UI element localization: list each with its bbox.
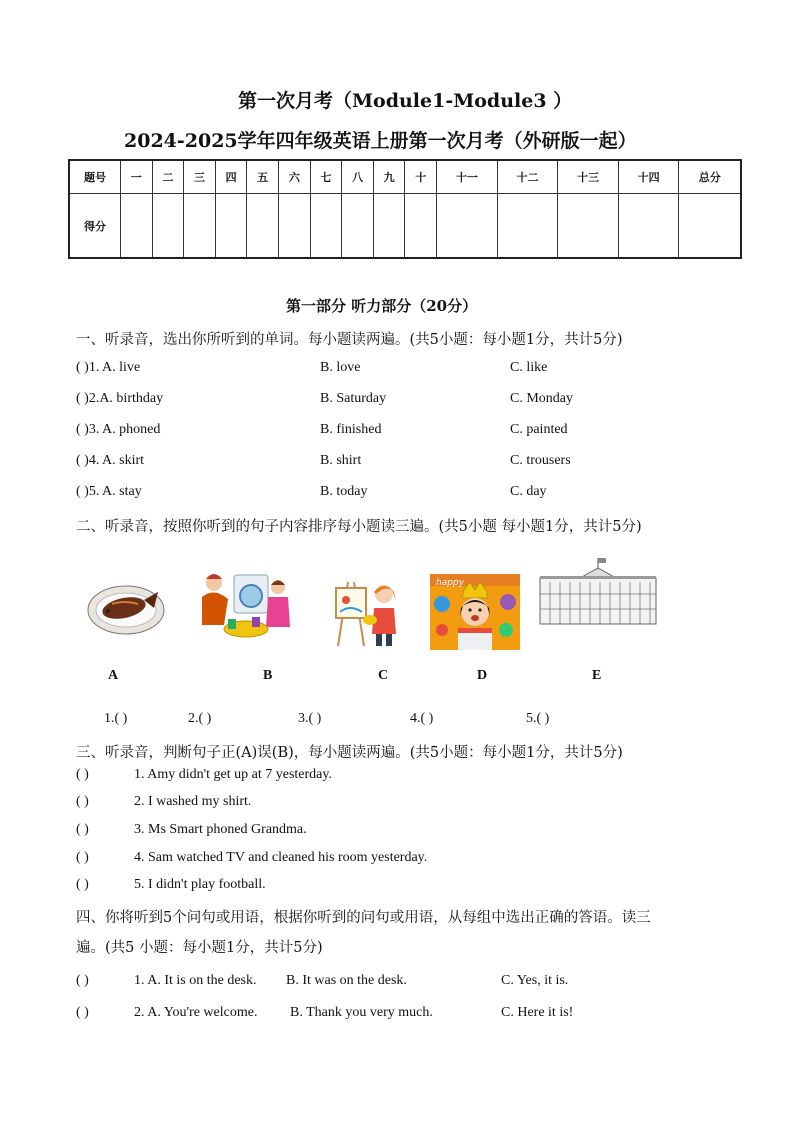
section3-item-text: 4. Sam watched TV and cleaned his room yesterday. bbox=[134, 850, 428, 865]
section3-item-2 bbox=[76, 794, 251, 810]
score-col: 二 bbox=[152, 160, 184, 194]
section1-item-1-c: C. like bbox=[510, 360, 548, 375]
section2-instruction: 二、听录音，按照你听到的句子内容排序每小题读三遍。(共5小题 每小题1分，共计5分) bbox=[76, 519, 642, 535]
answer-paren[interactable]: ( ) bbox=[76, 1005, 89, 1020]
score-cell[interactable] bbox=[373, 194, 405, 259]
score-col: 七 bbox=[310, 160, 342, 194]
section4-item-1-a: 1. A. It is on the desk. bbox=[134, 973, 257, 988]
section3-item-1 bbox=[76, 767, 332, 783]
picture-label-d: D bbox=[477, 668, 488, 683]
picture-label-c: C bbox=[378, 668, 389, 683]
score-cell[interactable] bbox=[437, 194, 498, 259]
picture-c-girl-painting bbox=[330, 578, 406, 648]
score-col: 九 bbox=[373, 160, 405, 194]
answer-paren[interactable]: ( ) bbox=[76, 850, 89, 865]
section3-item-text: 2. I washed my shirt. bbox=[134, 794, 252, 809]
answer-paren[interactable]: ( ) bbox=[76, 767, 89, 782]
section4-item-2-c: C. Here it is! bbox=[501, 1005, 574, 1020]
score-col: 八 bbox=[342, 160, 374, 194]
score-col: 十一 bbox=[437, 160, 498, 194]
picture-e-palace bbox=[536, 554, 660, 628]
section1-item-5-b: B. today bbox=[320, 484, 368, 499]
score-cell[interactable] bbox=[121, 194, 153, 259]
answer-paren[interactable]: ( ) bbox=[76, 822, 89, 837]
section3-item-4 bbox=[76, 850, 427, 866]
picture-a-fish-dish bbox=[86, 578, 166, 638]
exam-subtitle: 2024-2025学年四年级英语上册第一次月考（外研版一起） bbox=[124, 130, 637, 152]
score-cell[interactable] bbox=[342, 194, 374, 259]
order-blank-2[interactable]: 2.( ) bbox=[188, 711, 212, 726]
score-col: 六 bbox=[279, 160, 311, 194]
picture-label-b: B bbox=[263, 668, 273, 683]
section1-item-5-c: C. day bbox=[510, 484, 547, 499]
score-cell[interactable] bbox=[152, 194, 184, 259]
section1-item-1-b: B. love bbox=[320, 360, 361, 375]
score-cell[interactable] bbox=[679, 194, 741, 259]
section4-item-2 bbox=[76, 1005, 257, 1021]
section1-item-3-a: ( )3. A. phoned bbox=[76, 422, 161, 437]
answer-paren[interactable]: ( ) bbox=[76, 877, 89, 892]
order-blank-1[interactable]: 1.( ) bbox=[104, 711, 128, 726]
order-blank-5[interactable]: 5.( ) bbox=[526, 711, 550, 726]
order-blank-3[interactable]: 3.( ) bbox=[298, 711, 322, 726]
section1-item-4-c: C. trousers bbox=[510, 453, 571, 468]
score-cell[interactable] bbox=[618, 194, 679, 259]
score-cell[interactable] bbox=[497, 194, 558, 259]
score-cell[interactable] bbox=[558, 194, 619, 259]
score-table-header-row bbox=[69, 160, 741, 194]
section1-item-4-a: ( )4. A. skirt bbox=[76, 453, 145, 468]
score-col: 十二 bbox=[497, 160, 558, 194]
score-col: 四 bbox=[215, 160, 247, 194]
score-col: 一 bbox=[121, 160, 153, 194]
score-cell[interactable] bbox=[405, 194, 437, 259]
section1-item-2-c: C. Monday bbox=[510, 391, 573, 406]
answer-paren[interactable]: ( ) bbox=[76, 973, 89, 988]
answer-paren[interactable]: ( ) bbox=[76, 794, 89, 809]
section1-item-5-a: ( )5. A. stay bbox=[76, 484, 142, 499]
score-table-row2-label: 得分 bbox=[69, 194, 121, 259]
section4-item-2-b: B. Thank you very much. bbox=[290, 1005, 433, 1020]
section3-item-text: 5. I didn't play football. bbox=[134, 877, 266, 892]
score-table bbox=[68, 159, 742, 259]
section1-item-4-b: B. shirt bbox=[320, 453, 362, 468]
score-col: 总分 bbox=[679, 160, 741, 194]
score-table-score-row bbox=[69, 194, 741, 259]
section4-item-2-a: 2. A. You're welcome. bbox=[134, 1005, 258, 1020]
order-blank-4[interactable]: 4.( ) bbox=[410, 711, 434, 726]
section1-item-3-c: C. painted bbox=[510, 422, 568, 437]
score-col: 三 bbox=[184, 160, 216, 194]
section1-item-1-a: ( )1. A. live bbox=[76, 360, 141, 375]
section4-instruction-line1: 四、你将听到5个问句或用语，根据你听到的问句或用语，从每组中选出正确的答语。读三 bbox=[76, 910, 651, 926]
picture-label-e: E bbox=[592, 668, 602, 683]
section4-item-1-b: B. It was on the desk. bbox=[286, 973, 407, 988]
picture-b-washing-clothes bbox=[190, 567, 294, 641]
picture-label-a: A bbox=[108, 668, 119, 683]
score-cell[interactable] bbox=[215, 194, 247, 259]
section1-item-2-a: ( )2.A. birthday bbox=[76, 391, 164, 406]
section3-item-3 bbox=[76, 822, 307, 838]
section1-item-2-b: B. Saturday bbox=[320, 391, 387, 406]
section4-item-1-c: C. Yes, it is. bbox=[501, 973, 569, 988]
section4-item-1 bbox=[76, 973, 257, 989]
score-table-row1-label: 题号 bbox=[69, 160, 121, 194]
section3-item-text: 1. Amy didn't get up at 7 yesterday. bbox=[134, 767, 332, 782]
score-col: 十三 bbox=[558, 160, 619, 194]
section1-instruction: 一、听录音，选出你所听到的单词。每小题读两遍。(共5小题：每小题1分，共计5分) bbox=[76, 332, 623, 348]
score-cell[interactable] bbox=[247, 194, 279, 259]
section3-item-text: 3. Ms Smart phoned Grandma. bbox=[134, 822, 307, 837]
part1-heading: 第一部分 听力部分（20分） bbox=[286, 297, 478, 315]
exam-title: 第一次月考（Module1-Module3 ） bbox=[238, 90, 573, 112]
section1-item-3-b: B. finished bbox=[320, 422, 382, 437]
section4-instruction-line2: 遍。(共5 小题：每小题1分，共计5分) bbox=[76, 940, 323, 956]
picture-d-birthday-party bbox=[430, 574, 520, 650]
score-cell[interactable] bbox=[279, 194, 311, 259]
score-col: 十 bbox=[405, 160, 437, 194]
score-cell[interactable] bbox=[310, 194, 342, 259]
score-col: 五 bbox=[247, 160, 279, 194]
picture-d-happy-text: happy bbox=[436, 578, 464, 588]
section3-instruction: 三、听录音，判断句子正(A)误(B)，每小题读两遍。(共5小题：每小题1分，共计5分) bbox=[76, 745, 623, 761]
score-col: 十四 bbox=[618, 160, 679, 194]
score-cell[interactable] bbox=[184, 194, 216, 259]
section3-item-5 bbox=[76, 877, 266, 893]
